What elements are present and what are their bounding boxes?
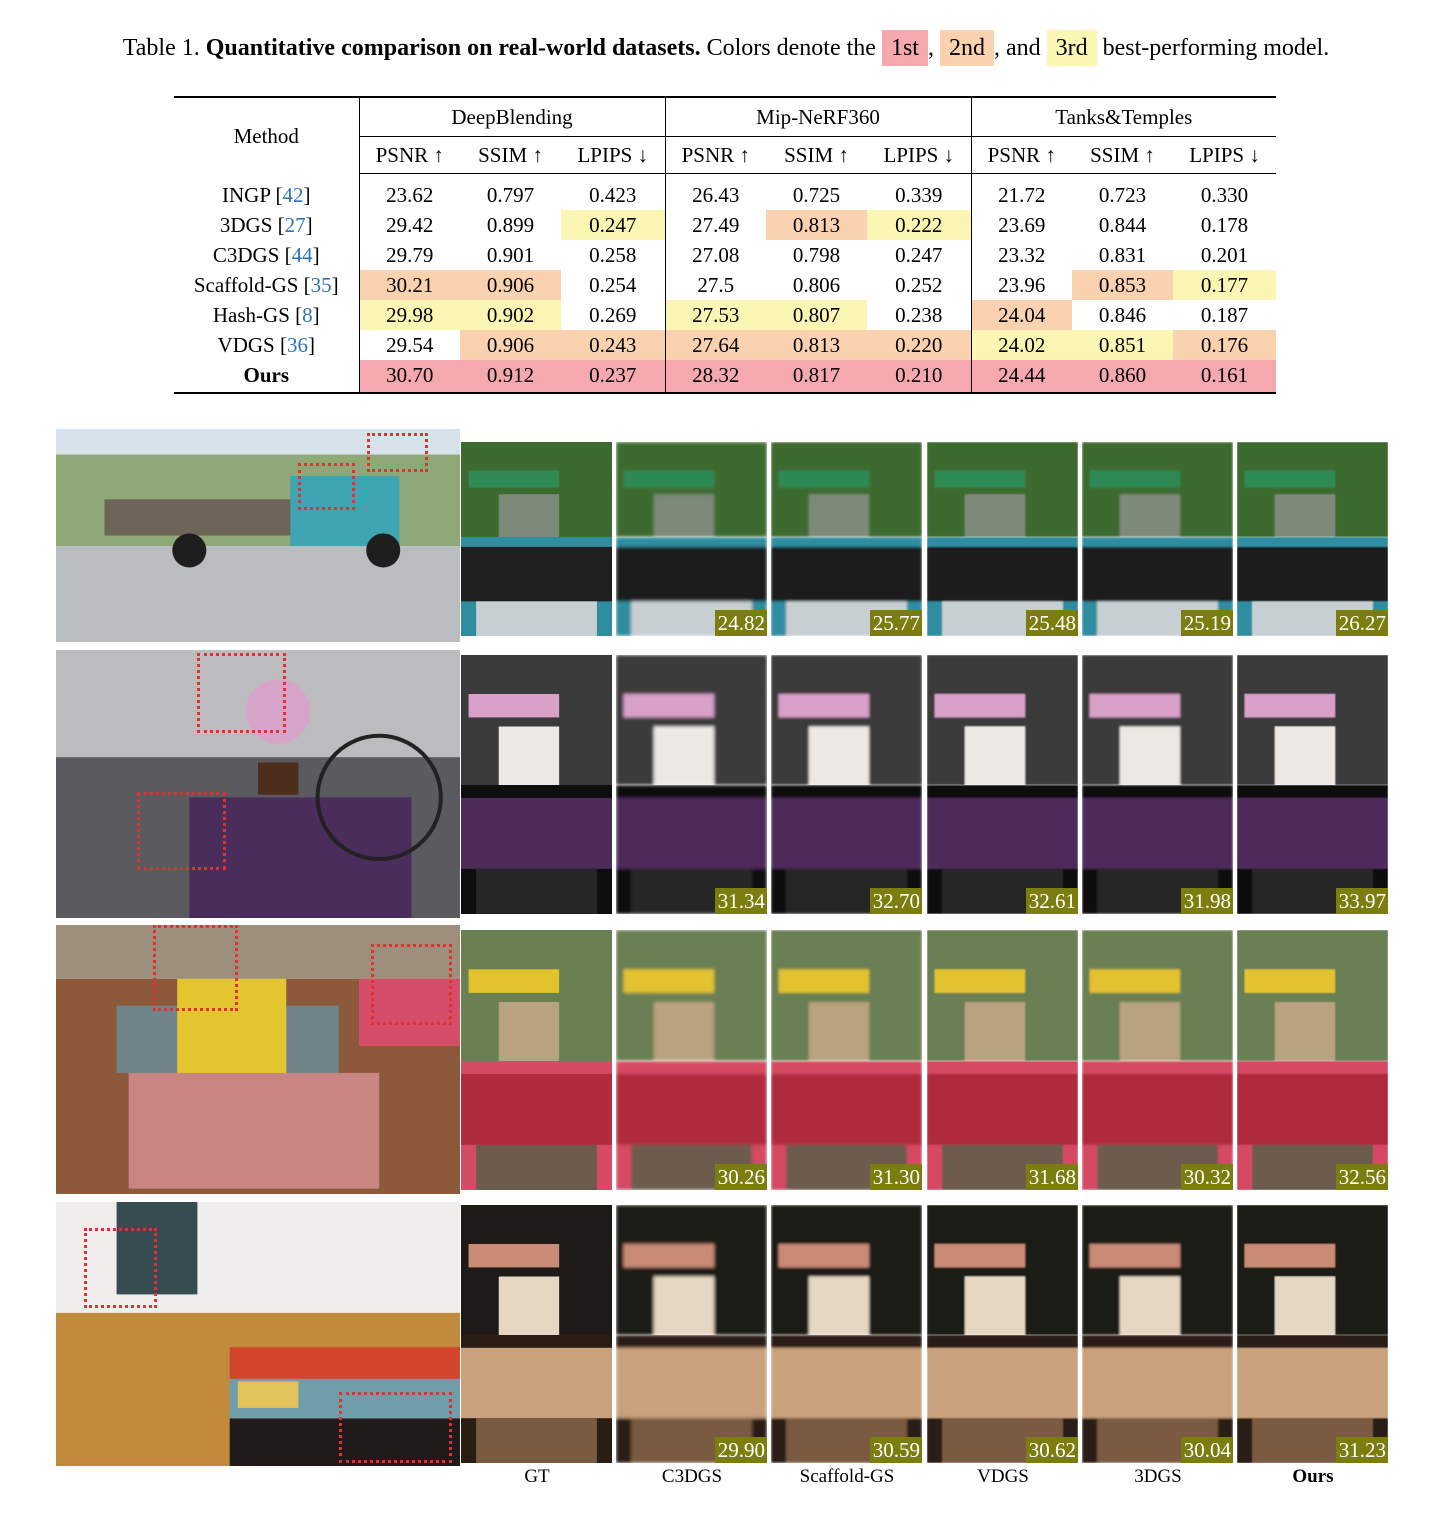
zoom-crop: [616, 785, 767, 914]
metric-value-cell: 23.32: [971, 240, 1072, 270]
zoom-crop: [1237, 537, 1388, 636]
method-name-cell: C3DGS [44]: [212, 243, 320, 267]
method-name-cell: Scaffold-GS [35]: [193, 273, 339, 297]
zoom-crop: [927, 1335, 1078, 1463]
metric-value-cell: 0.201: [1200, 243, 1249, 267]
metric-value-cell: 0.243: [561, 330, 665, 360]
method-column-label: Scaffold-GS: [799, 1466, 895, 1487]
metric-value-cell: 23.62: [359, 174, 460, 211]
zoom-crop: [461, 537, 612, 636]
zoom-crop: [1082, 930, 1233, 1061]
method-name: Scaffold-GS: [193, 273, 299, 297]
table-row: [174, 360, 1276, 393]
metric-value-cell: 27.5: [665, 270, 766, 300]
metric-value-cell: 0.906: [460, 330, 561, 360]
zoom-crop: [461, 442, 612, 537]
psnr-badge: 32.70: [870, 888, 922, 914]
crop-region-box: [197, 653, 286, 733]
psnr-badge: 30.62: [1026, 1437, 1078, 1463]
metric-header: SSIM ↑: [1072, 137, 1173, 174]
metric-value-cell: 0.177: [1173, 270, 1276, 300]
table-row: [174, 240, 1276, 270]
zoom-crop: [616, 655, 767, 785]
metric-header: SSIM ↑: [460, 137, 561, 174]
table-row: [174, 300, 1276, 330]
psnr-badge: 30.32: [1181, 1164, 1233, 1190]
psnr-badge: 31.98: [1181, 888, 1233, 914]
metric-value-cell: 0.238: [895, 303, 943, 327]
metric-value-cell: 24.04: [971, 300, 1072, 330]
psnr-badge: 30.26: [715, 1164, 767, 1190]
zoom-crop: [927, 442, 1078, 537]
results-table: [174, 96, 1276, 394]
zoom-crop: [1082, 655, 1233, 785]
zoom-crop: [927, 1061, 1078, 1190]
metric-value-cell: 24.02: [971, 330, 1072, 360]
zoom-crop: [461, 930, 612, 1061]
scene-image-playroom: [56, 1202, 460, 1466]
metric-value-cell: 0.187: [1200, 303, 1249, 327]
metric-value-cell: 0.161: [1173, 360, 1276, 393]
method-column-label: Ours: [1292, 1466, 1334, 1487]
crop-region-box: [371, 944, 452, 1025]
metric-value-cell: 27.49: [665, 210, 766, 240]
metric-value-cell: 30.21: [359, 270, 460, 300]
caption-sep1: ,: [927, 35, 934, 61]
metric-value-cell: 29.98: [359, 300, 460, 330]
psnr-badge: 30.59: [870, 1437, 922, 1463]
metric-value-cell: 0.176: [1173, 330, 1276, 360]
caption-middle: Colors denote the: [700, 35, 882, 61]
psnr-badge: 25.48: [1026, 610, 1078, 636]
zoom-crop: [1237, 1205, 1388, 1335]
metric-value-cell: 0.339: [895, 183, 943, 207]
zoom-crop: [927, 655, 1078, 785]
metric-value-cell: 27.53: [665, 300, 766, 330]
table-row: [174, 174, 1276, 211]
method-column-label: C3DGS: [661, 1466, 723, 1487]
zoom-crop: [1082, 537, 1233, 636]
table-row: [174, 210, 1276, 240]
metric-value-cell: 0.813: [766, 210, 867, 240]
zoom-crop: [616, 930, 767, 1061]
metric-value-cell: 0.806: [792, 273, 841, 297]
method-header: Method: [174, 97, 359, 174]
metric-value-cell: 0.222: [867, 210, 971, 240]
metric-value-cell: 0.912: [460, 360, 561, 393]
crop-region-box: [367, 433, 428, 471]
metric-value-cell: 23.69: [971, 210, 1072, 240]
scene-image-bonsai: [56, 650, 460, 918]
psnr-badge: 32.61: [1026, 888, 1078, 914]
scene-image-truck: [56, 429, 460, 642]
metric-value-cell: 23.96: [971, 270, 1072, 300]
metric-value-cell: 0.210: [867, 360, 971, 393]
zoom-crop: [771, 1061, 922, 1190]
zoom-crop: [1082, 1205, 1233, 1335]
zoom-crop: [1082, 1061, 1233, 1190]
metric-value-cell: 0.247: [895, 243, 943, 267]
citation-link[interactable]: 35: [310, 273, 332, 297]
zoom-crop: [461, 655, 612, 785]
metric-value-cell: 0.906: [460, 270, 561, 300]
crop-region-box: [84, 1228, 157, 1307]
method-name-cell: VDGS [36]: [217, 333, 315, 357]
zoom-crop: [616, 1335, 767, 1463]
citation-link[interactable]: 42: [282, 182, 304, 207]
zoom-crop: [771, 442, 922, 537]
caption-sep2: , and: [993, 35, 1041, 61]
method-name-cell: INGP [42]: [222, 182, 311, 207]
metric-value-cell: 0.178: [1200, 213, 1249, 237]
table-row: [174, 270, 1276, 300]
metric-value-cell: 0.723: [1098, 183, 1147, 207]
zoom-crop: [616, 1061, 767, 1190]
zoom-crop: [461, 1205, 612, 1335]
crop-region-box: [298, 463, 355, 510]
zoom-crop: [771, 1335, 922, 1463]
zoom-crop: [771, 1205, 922, 1335]
psnr-badge: 31.30: [870, 1164, 922, 1190]
metric-header: PSNR ↑: [971, 137, 1072, 174]
psnr-badge: 31.68: [1026, 1164, 1078, 1190]
method-name: 3DGS: [219, 213, 273, 237]
zoom-crop: [1237, 442, 1388, 537]
zoom-crop: [1237, 930, 1388, 1061]
metric-header: PSNR ↑: [665, 137, 766, 174]
metric-value-cell: 0.797: [486, 183, 535, 207]
psnr-badge: 33.97: [1336, 888, 1388, 914]
metric-value-cell: 0.899: [486, 213, 535, 237]
citation-link[interactable]: 27: [284, 213, 306, 237]
metric-header: LPIPS ↓: [867, 137, 971, 174]
psnr-badge: 31.34: [715, 888, 767, 914]
metric-value-cell: 0.220: [867, 330, 971, 360]
psnr-badge: 25.19: [1181, 610, 1233, 636]
metric-value-cell: 0.901: [486, 243, 535, 267]
method-name-cell: [174, 360, 359, 393]
metric-header: LPIPS ↓: [561, 137, 665, 174]
metric-value-cell: 0.860: [1072, 360, 1173, 393]
method-name-cell: 3DGS [27]: [219, 213, 313, 237]
metric-header: LPIPS ↓: [1173, 137, 1276, 174]
metric-header: PSNR ↑: [359, 137, 460, 174]
metric-value-cell: 24.44: [971, 360, 1072, 393]
zoom-crop: [1237, 655, 1388, 785]
zoom-crop: [616, 537, 767, 636]
legend-third: 3rd: [1047, 30, 1097, 66]
zoom-crop: [771, 785, 922, 914]
caption-title: Quantitative comparison on real-world datasets.: [205, 35, 701, 61]
zoom-crop: [461, 785, 612, 914]
zoom-crop: [927, 930, 1078, 1061]
metric-value-cell: 0.853: [1072, 270, 1173, 300]
metric-value-cell: 29.79: [359, 240, 460, 270]
zoom-crop: [771, 930, 922, 1061]
metric-value-cell: 30.70: [359, 360, 460, 393]
zoom-crop: [771, 537, 922, 636]
method-name: C3DGS: [212, 243, 280, 267]
caption-prefix: Table 1.: [122, 35, 206, 61]
psnr-badge: 29.90: [715, 1437, 767, 1463]
citation-link[interactable]: 36: [286, 333, 308, 357]
zoom-crop: [1237, 1335, 1388, 1463]
legend-first: 1st: [882, 30, 928, 66]
psnr-badge: 26.27: [1336, 610, 1388, 636]
metric-value-cell: 28.32: [665, 360, 766, 393]
psnr-badge: 31.23: [1336, 1437, 1388, 1463]
metric-value-cell: 26.43: [665, 174, 766, 211]
citation-link[interactable]: 8: [302, 303, 313, 327]
metric-value-cell: 0.252: [895, 273, 943, 297]
metric-value-cell: 0.831: [1098, 243, 1147, 267]
metric-value-cell: 29.42: [359, 210, 460, 240]
method-name-cell: Hash-GS [8]: [212, 303, 320, 327]
metric-value-cell: 29.54: [359, 330, 460, 360]
method-name: Hash-GS: [212, 303, 290, 327]
zoom-crop: [461, 1335, 612, 1463]
zoom-crop: [927, 785, 1078, 914]
zoom-crop: [1082, 1335, 1233, 1463]
method-name: INGP: [222, 182, 271, 207]
method-column-label: VDGS: [977, 1466, 1029, 1487]
crop-region-box: [153, 925, 238, 1011]
dataset-header: Mip-NeRF360: [665, 97, 971, 137]
legend-second: 2nd: [940, 30, 994, 66]
scene-image-kitchen: [56, 925, 460, 1194]
metric-value-cell: 21.72: [971, 174, 1072, 211]
table-row: [174, 330, 1276, 360]
zoom-crop: [927, 1205, 1078, 1335]
table-caption: [0, 30, 1452, 66]
method-column-label: 3DGS: [1134, 1466, 1182, 1487]
method-name: VDGS: [217, 333, 275, 357]
metric-value-cell: 0.254: [589, 273, 637, 297]
metric-header: SSIM ↑: [766, 137, 867, 174]
metric-value-cell: 0.851: [1072, 330, 1173, 360]
method-column-label: GT: [524, 1466, 550, 1487]
metric-value-cell: 0.798: [792, 243, 841, 267]
metric-value-cell: 27.08: [665, 240, 766, 270]
caption-suffix: best-performing model.: [1096, 35, 1330, 61]
metric-value-cell: 0.269: [589, 303, 637, 327]
metric-value-cell: 0.902: [460, 300, 561, 330]
psnr-badge: 32.56: [1336, 1164, 1388, 1190]
zoom-crop: [616, 1205, 767, 1335]
zoom-crop: [927, 537, 1078, 636]
zoom-crop: [1237, 1061, 1388, 1190]
zoom-crop: [1082, 785, 1233, 914]
metric-value-cell: 0.423: [589, 183, 637, 207]
metric-value-cell: 0.817: [766, 360, 867, 393]
zoom-crop: [771, 655, 922, 785]
metric-value-cell: 0.844: [1098, 213, 1147, 237]
method-name: Ours: [243, 363, 289, 387]
metric-value-cell: 0.846: [1098, 303, 1147, 327]
metric-value-cell: 0.807: [766, 300, 867, 330]
metric-value-cell: 0.247: [561, 210, 665, 240]
zoom-crop: [616, 442, 767, 537]
metric-value-cell: 0.330: [1200, 183, 1249, 207]
metric-value-cell: 0.258: [589, 243, 637, 267]
dataset-header: DeepBlending: [359, 97, 665, 137]
crop-region-box: [339, 1392, 452, 1463]
metric-value-cell: 0.725: [792, 183, 841, 207]
zoom-crop: [1237, 785, 1388, 914]
zoom-crop: [1082, 442, 1233, 537]
psnr-badge: 30.04: [1181, 1437, 1233, 1463]
citation-link[interactable]: 44: [291, 243, 313, 267]
dataset-header: Tanks&Temples: [971, 97, 1276, 137]
crop-region-box: [137, 792, 226, 870]
metric-value-cell: 0.813: [766, 330, 867, 360]
psnr-badge: 25.77: [870, 610, 922, 636]
psnr-badge: 24.82: [715, 610, 767, 636]
zoom-crop: [461, 1061, 612, 1190]
metric-value-cell: 0.237: [561, 360, 665, 393]
metric-value-cell: 27.64: [665, 330, 766, 360]
